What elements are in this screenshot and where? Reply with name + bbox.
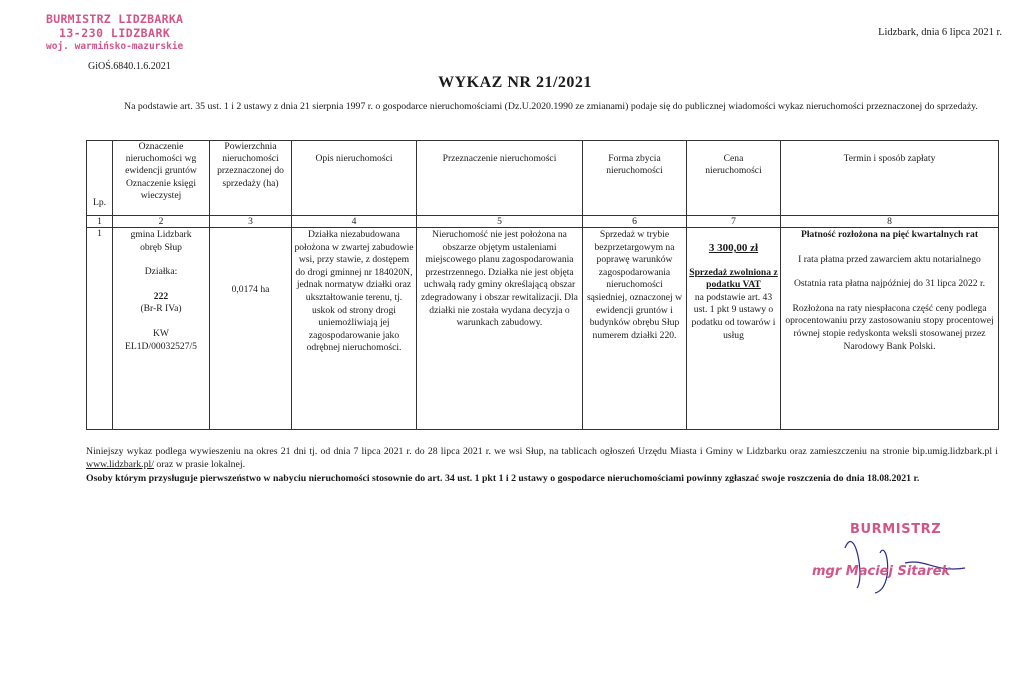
- cell-lp: 1: [87, 228, 113, 430]
- footer-notes: [86, 445, 998, 485]
- table-header-row: [87, 141, 999, 216]
- stamp-line-2: 13-230 LIDZBARK: [58, 26, 171, 40]
- column-number: 5: [417, 216, 583, 228]
- property-list-table: [86, 140, 999, 430]
- reference-number: GiOŚ.6840.1.6.2021: [88, 61, 171, 72]
- cell-powierzchnia: 0,0174 ha: [210, 228, 292, 430]
- dzialka-label: Działka:: [144, 266, 178, 278]
- header-powierzchnia: Powierzchnia nieruchomości przeznaczonej do sprzedaży (ha): [210, 141, 292, 216]
- price-amount: 3 300,00 zł: [708, 242, 759, 254]
- dzialka-number: 222: [153, 290, 169, 302]
- intro-paragraph: Na podstawie art. 35 ust. 1 i 2 ustawy z dnia 21 sierpnia 1997 r. o gospodarce nieruchomościami (Dz.U.2020.1990 ze zmianami) podaje się do publicznej wiadomości wykaz nieruchomości przeznaczonej do sprzedaży.: [124, 101, 978, 112]
- legal-basis: na podstawie art. 43 ust. 1 pkt 9 ustawy o podatku od towarów i usług: [691, 291, 776, 341]
- header-przeznaczenie: Przeznaczenie nieruchomości: [417, 141, 583, 216]
- column-number: 8: [781, 216, 999, 228]
- cell-przeznaczenie: Nieruchomość nie jest położona na obszarze objętym ustaleniami miejscowego planu zagospodarowania przestrzennego. Działka nie jest objęta uchwałą rady gminy określającą obszar zdegradowany i obszar rewitalizacji. Dla działki nie została wydana decyzja o warunkach zabudowy.: [417, 228, 583, 430]
- vat-exemption: Sprzedaż zwolniona z podatku VAT: [689, 266, 778, 291]
- office-stamp: [46, 12, 183, 54]
- cell-forma: Sprzedaż w trybie bezprzetargowym na poprawę warunków zagospodarowania nieruchomości sąsiedniej, oznaczonej w ewidencji gruntów i budynków obrębu Słup numerem działki 220.: [583, 228, 687, 430]
- header-forma: Forma zbycia nieruchomości: [583, 141, 687, 216]
- cell-oznaczenie: [113, 228, 210, 430]
- column-number: 1: [87, 216, 113, 228]
- header-cena: Cena nieruchomości: [687, 141, 781, 216]
- table-row: [87, 228, 999, 430]
- obreb: obręb Słup: [140, 241, 182, 253]
- column-number: 4: [292, 216, 417, 228]
- interest-terms: Rozłożona na raty niespłacona część ceny podlega oprocentowaniu przy zastosowaniu stopy procentowej równej stopie redyskonta weksli stosowanej przez Narodowy Bank Polski.: [785, 302, 994, 352]
- header-termin: Termin i sposób zapłaty: [781, 141, 999, 216]
- stamp-line-1: BURMISTRZ LIDZBARKA: [46, 12, 184, 26]
- website-link[interactable]: www.lidzbark.pl/: [86, 459, 154, 471]
- payment-heading: Płatność rozłożona na pięć kwartalnych rat: [800, 229, 979, 240]
- stamp-line-3: woj. warmińsko-mazurskie: [46, 41, 184, 52]
- column-number: 2: [113, 216, 210, 228]
- posting-notice: Niniejszy wykaz podlega wywieszeniu na okres 21 dni tj. od dnia 7 lipca 2021 r. do 28 lipca 2021 r. we wsi Słup, na tablicach ogłoszeń Urzędu Miasta i Gminy w Lidzbarku oraz zamieszczeniu na stronie bip.umig.lidzbark.pl i www.lidzbark.pl/ oraz w prasie lokalnej.: [86, 446, 998, 471]
- column-number: 3: [210, 216, 292, 228]
- column-number: 6: [583, 216, 687, 228]
- signature-title: BURMISTRZ: [850, 522, 942, 537]
- cell-termin: [781, 228, 999, 430]
- gmina: gmina Lidzbark: [130, 229, 192, 240]
- place-and-date: Lidzbark, dnia 6 lipca 2021 r.: [878, 27, 1002, 38]
- first-installment: I rata płatna przed zawarciem aktu notarialnego: [798, 253, 981, 265]
- column-number-row: [87, 216, 999, 228]
- priority-notice: Osoby którym przysługuje pierwszeństwo w nabyciu nieruchomości stosownie do art. 34 ust. 1 pkt 1 i 2 ustawy o gospodarce nieruchomościami powinny zgłaszać swoje roszczenia do dnia 18.08.2021 r.: [86, 472, 920, 484]
- kw-number: EL1D/00032527/5: [125, 340, 197, 352]
- kw-label: KW: [153, 327, 169, 339]
- column-number: 7: [687, 216, 781, 228]
- header-lp: Lp.: [87, 141, 113, 216]
- header-oznaczenie: Oznaczenie nieruchomości wg ewidencji gruntów Oznaczenie księgi wieczystej: [113, 141, 210, 216]
- cell-cena: [687, 228, 781, 430]
- cell-opis: Działka niezabudowana położona w zwartej zabudowie wsi, przy stawie, z dostępem do drogi gminnej nr 184020N, jednak normatyw działki oraz ukształtowanie terenu, tj. uskok od strony drogi uniemożliwiają jej zagospodarowanie jako odrębnej nieruchomości.: [292, 228, 417, 430]
- signature-name: mgr Maciej Sitarek: [812, 564, 951, 579]
- last-installment: Ostatnia rata płatna najpóźniej do 31 lipca 2022 r.: [793, 278, 986, 290]
- header-opis: Opis nieruchomości: [292, 141, 417, 216]
- document-title: WYKAZ NR 21/2021: [438, 74, 592, 91]
- land-use-class: (Br-R IVa): [140, 303, 182, 315]
